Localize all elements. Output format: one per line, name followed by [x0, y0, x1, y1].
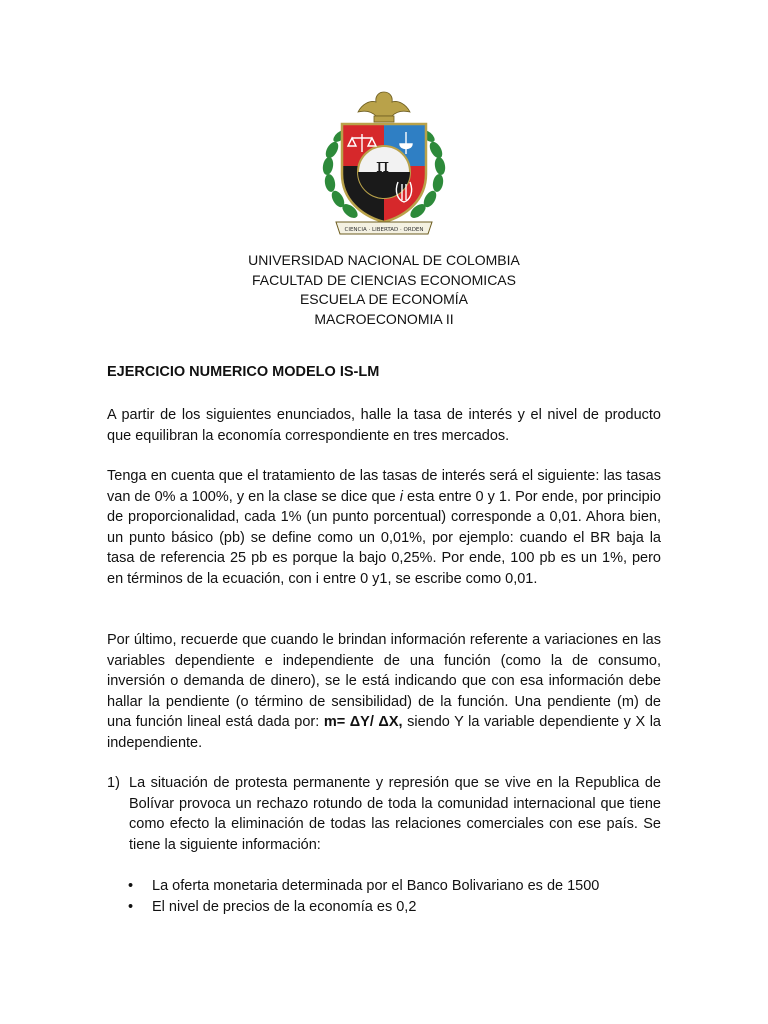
exercise-number: 1) — [107, 775, 120, 791]
header-school: ESCUELA DE ECONOMÍA — [299, 291, 469, 307]
slope-formula: m= ΔY/ ΔX, — [323, 714, 403, 731]
bullet-text: La oferta monetaria determinada por el Banco Bolivariano es de 1500 — [152, 878, 600, 894]
interest-variable-i: i — [399, 488, 403, 505]
crest-motto: CIENCIA · LIBERTAD · ORDEN — [344, 227, 424, 233]
bullet-icon: • — [128, 878, 134, 894]
document-title: EJERCICIO NUMERICO MODELO IS-LM — [107, 364, 380, 380]
pi-symbol: π — [376, 153, 390, 177]
list-item — [126, 876, 661, 897]
header-university: UNIVERSIDAD NACIONAL DE COLOMBIA — [248, 252, 520, 268]
slope-text-before: Por último, recuerde que cuando le brindan información referente a variaciones en las variables dependiente e independiente de una función (como la de consumo, inversión o demanda de dinero), se le está indicando que con esa información debe hallar la pendiente (o término de sensibilidad) de la función. Una pendiente (m) de una función lineal está dada por: — [107, 632, 661, 731]
document-header — [0, 251, 768, 329]
intro-paragraph: A partir de los siguientes enunciados, halle la tasa de interés y el nivel de producto que equilibran la economía correspondiente en tres mercados. — [107, 407, 661, 444]
interest-text-after: esta entre 0 y 1. Por ende, por principio de proporcionalidad, cada 1% (un punto porcentual) corresponde a 0,01. Ahora bien, un punto básico (pb) se define como un 0,01%, por ejemplo: cuando el BR baja la tasa de referencia 25 pb es porque la bajo 0,25%. Por ende, 100 pb es un 1%, pero en términos de la ecuación, con i entre 0 y1, se escribe como 0,01. — [107, 488, 661, 587]
list-item — [126, 897, 661, 918]
exercise-bullet-list — [126, 876, 661, 917]
university-crest-logo — [318, 88, 450, 240]
slope-paragraph — [107, 630, 661, 754]
header-faculty: FACULTAD DE CIENCIAS ECONOMICAS — [252, 271, 516, 288]
exercise-text: La situación de protesta permanente y represión que se vive en la Republica de Bolívar provoca un rechazo rotundo de toda la comunidad internacional que tiene como efecto la eliminación de todas las relaciones comerciales con ese país. Se tiene la siguiente información: — [129, 775, 661, 853]
bullet-text: El nivel de precios de la economía es 0,2 — [152, 898, 417, 915]
bullet-icon: • — [128, 898, 134, 915]
interest-rate-paragraph — [107, 466, 661, 590]
header-course: MACROECONOMIA II — [314, 310, 454, 327]
interest-text-before: Tenga en cuenta que el tratamiento de las tasas de interés será el siguiente: las tasas van de 0% a 100%, y en la clase se dice que — [107, 468, 661, 505]
slope-text-after: siendo Y la variable dependiente y X la independiente. — [107, 714, 661, 751]
exercise-item-1 — [107, 773, 661, 855]
